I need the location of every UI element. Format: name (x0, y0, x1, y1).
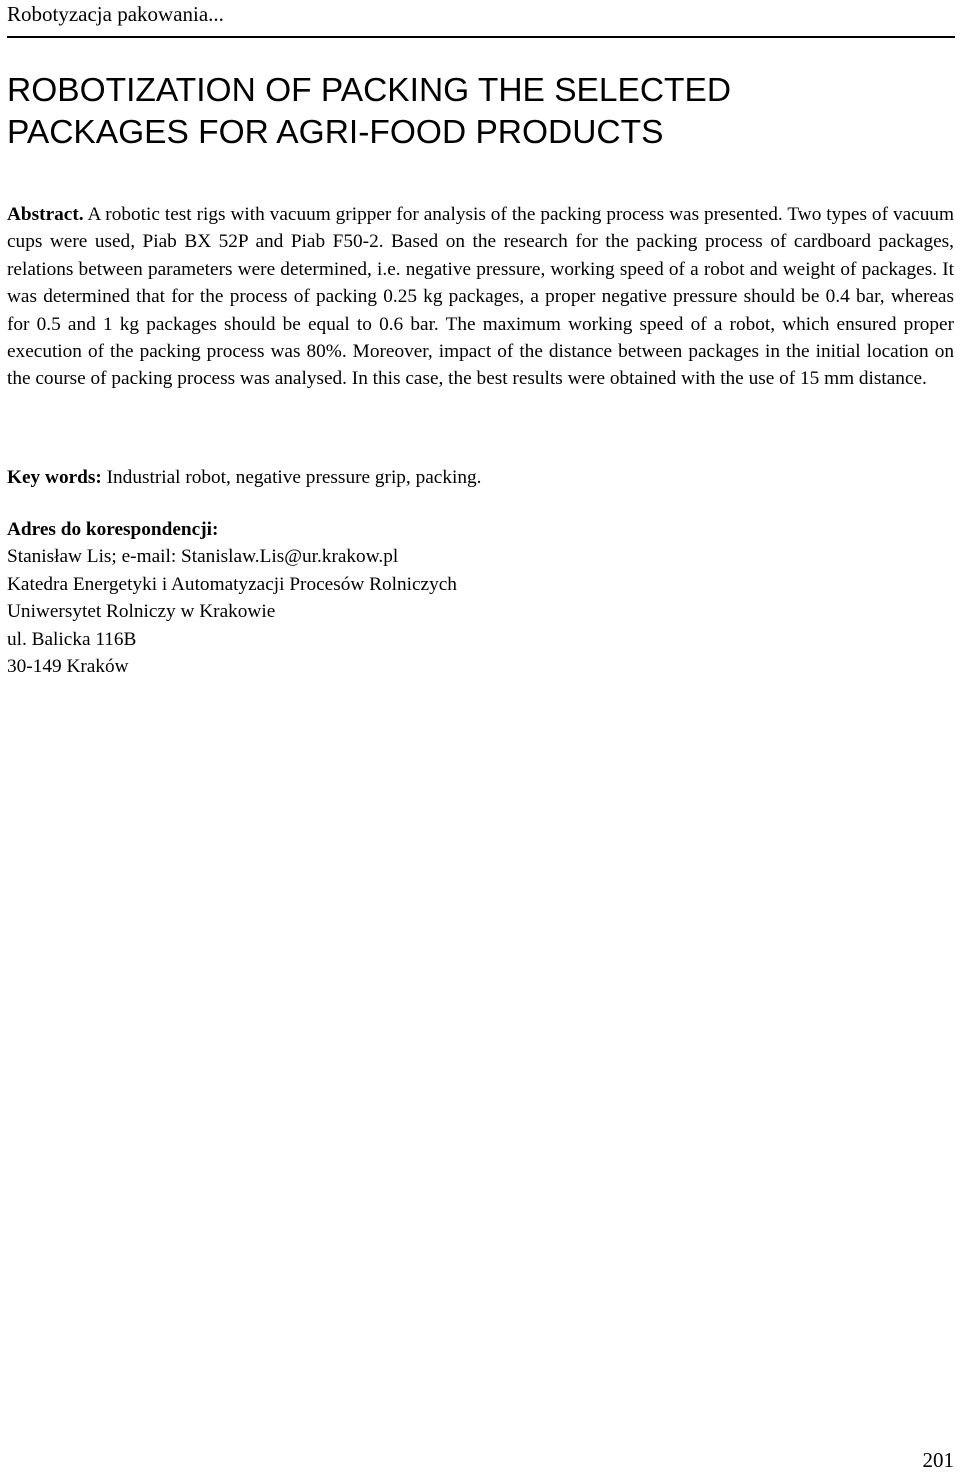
correspondence-city: 30-149 Kraków (7, 656, 129, 678)
title-line-2: PACKAGES FOR AGRI-FOOD PRODUCTS (7, 114, 664, 151)
correspondence-street: ul. Balicka 116B (7, 628, 137, 650)
paper-title (7, 70, 955, 154)
keywords-text: Industrial robot, negative pressure grip, packing. (106, 467, 482, 488)
correspondence-block (7, 516, 954, 680)
abstract-label: Abstract. (7, 204, 84, 225)
keywords-label: Key words: (7, 467, 102, 488)
page-number: 201 (922, 1448, 954, 1472)
running-header: Robotyzacja pakowania... (7, 2, 224, 26)
abstract-text: A robotic test rigs with vacuum gripper for analysis of the packing process was presented. Two types of vacuum cups were used, Piab BX 52P and Piab F50-2. Based on the research for the packing process of cardboard packages, relations between parameters were determined, i.e. negative pressure, working speed of a robot and weight of packages. It was determined that for the process of packing 0.25 kg packages, a proper negative pressure should be 0.4 bar, whereas for 0.5 and 1 kg packages should be equal to 0.6 bar. The maximum working speed of a robot, which ensured proper execution of the packing process was 80%. Moreover, impact of the distance between packages in the initial location on the course of packing process was analysed. In this case, the best results were obtained with the use of 15 mm distance. (7, 204, 954, 390)
correspondence-label: Adres do korespondencji: (7, 519, 219, 540)
header-rule (7, 36, 955, 38)
keywords (7, 464, 954, 491)
title-line-1: ROBOTIZATION OF PACKING THE SELECTED (7, 72, 732, 109)
abstract (7, 201, 954, 393)
correspondence-university: Uniwersytet Rolniczy w Krakowie (7, 601, 276, 623)
correspondence-department: Katedra Energetyki i Automatyzacji Procesów Rolniczych (7, 573, 457, 595)
correspondence-author-email: Stanisław Lis; e-mail: Stanislaw.Lis@ur.krakow.pl (7, 546, 399, 568)
